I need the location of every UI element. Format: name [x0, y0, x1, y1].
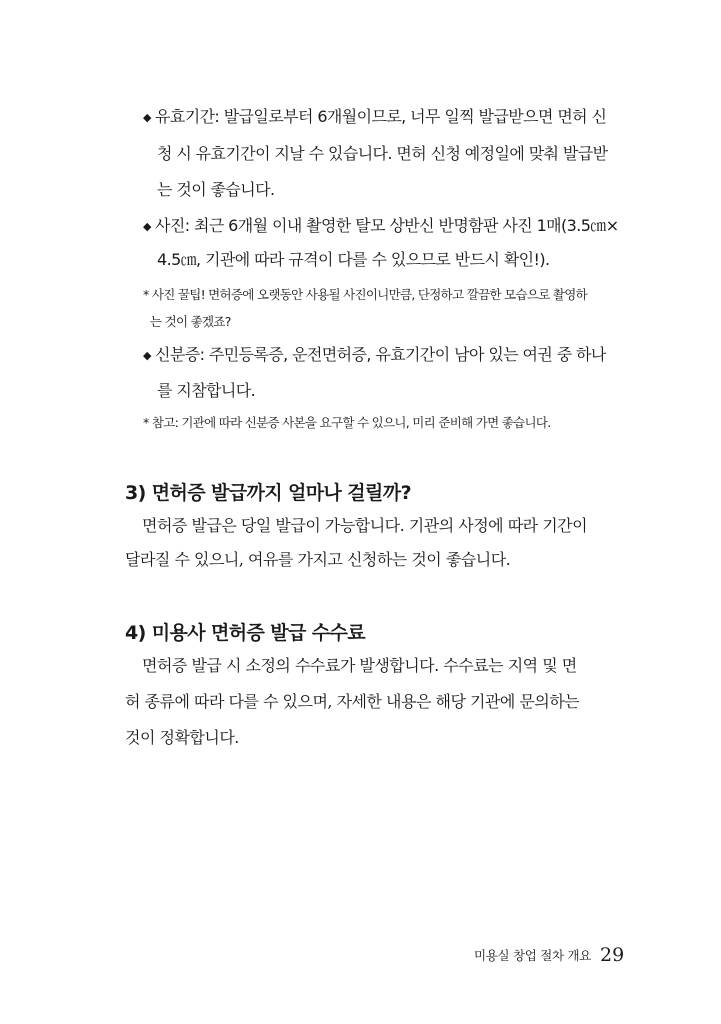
paragraph-line: 것이 정확합니다. [125, 728, 239, 747]
paragraph-line: 허 종류에 따라 다를 수 있으며, 자세한 내용은 해당 기관에 문의하는 [125, 692, 580, 711]
page-number: 29 [600, 944, 625, 966]
bullet-line: 4.5㎝, 기관에 따라 규격이 다를 수 있으므로 반드시 확인!). [157, 250, 550, 269]
bullet-line [143, 107, 623, 128]
id-note: * 참고: 기관에 따라 신분증 사본을 요구할 수 있으니, 미리 준비해 가면 좋습니다. [143, 415, 551, 430]
paragraph-line: 면허증 발급 시 소정의 수수료가 발생합니다. 수수료는 지역 및 면 [142, 656, 577, 675]
running-footer-title: 미용실 창업 절차 개요 [474, 948, 591, 963]
note-line: 는 것이 좋겠죠? [150, 314, 231, 329]
diamond-bullet-icon: ◆ [143, 220, 151, 233]
note-line: * 사진 꿀팁! 면허증에 오랫동안 사용될 사진이니만큼, 단정하고 깔끔한 모습으로 촬영하 [143, 287, 587, 302]
bullet-line [143, 216, 623, 237]
section-heading-4: 4) 미용사 면허증 발급 수수료 [125, 622, 366, 644]
paragraph-line: 면허증 발급은 당일 발급이 가능합니다. 기관의 사정에 따라 기간이 [142, 516, 588, 535]
bullet-line: 청 시 유효기간이 지날 수 있습니다. 면허 신청 예정일에 맞춰 발급받 [157, 144, 608, 163]
bullet-text: 신분증: 주민등록증, 운전면허증, 유효기간이 남아 있는 여권 중 하나 [155, 345, 606, 364]
diamond-bullet-icon: ◆ [143, 349, 151, 362]
bullet-line: 는 것이 좋습니다. [157, 180, 275, 199]
bullet-line: 를 지참합니다. [157, 381, 256, 400]
bullet-line [143, 345, 623, 366]
paragraph-line: 달라질 수 있으니, 여유를 가지고 신청하는 것이 좋습니다. [125, 550, 511, 569]
bullet-text: 사진: 최근 6개월 이내 촬영한 탈모 상반신 반명함판 사진 1매(3.5㎝× [155, 216, 619, 235]
section-heading-3: 3) 면허증 발급까지 얼마나 걸릴까? [125, 482, 411, 504]
diamond-bullet-icon: ◆ [143, 111, 151, 124]
bullet-text: 유효기간: 발급일로부터 6개월이므로, 너무 일찍 발급받으면 면허 신 [155, 107, 607, 126]
